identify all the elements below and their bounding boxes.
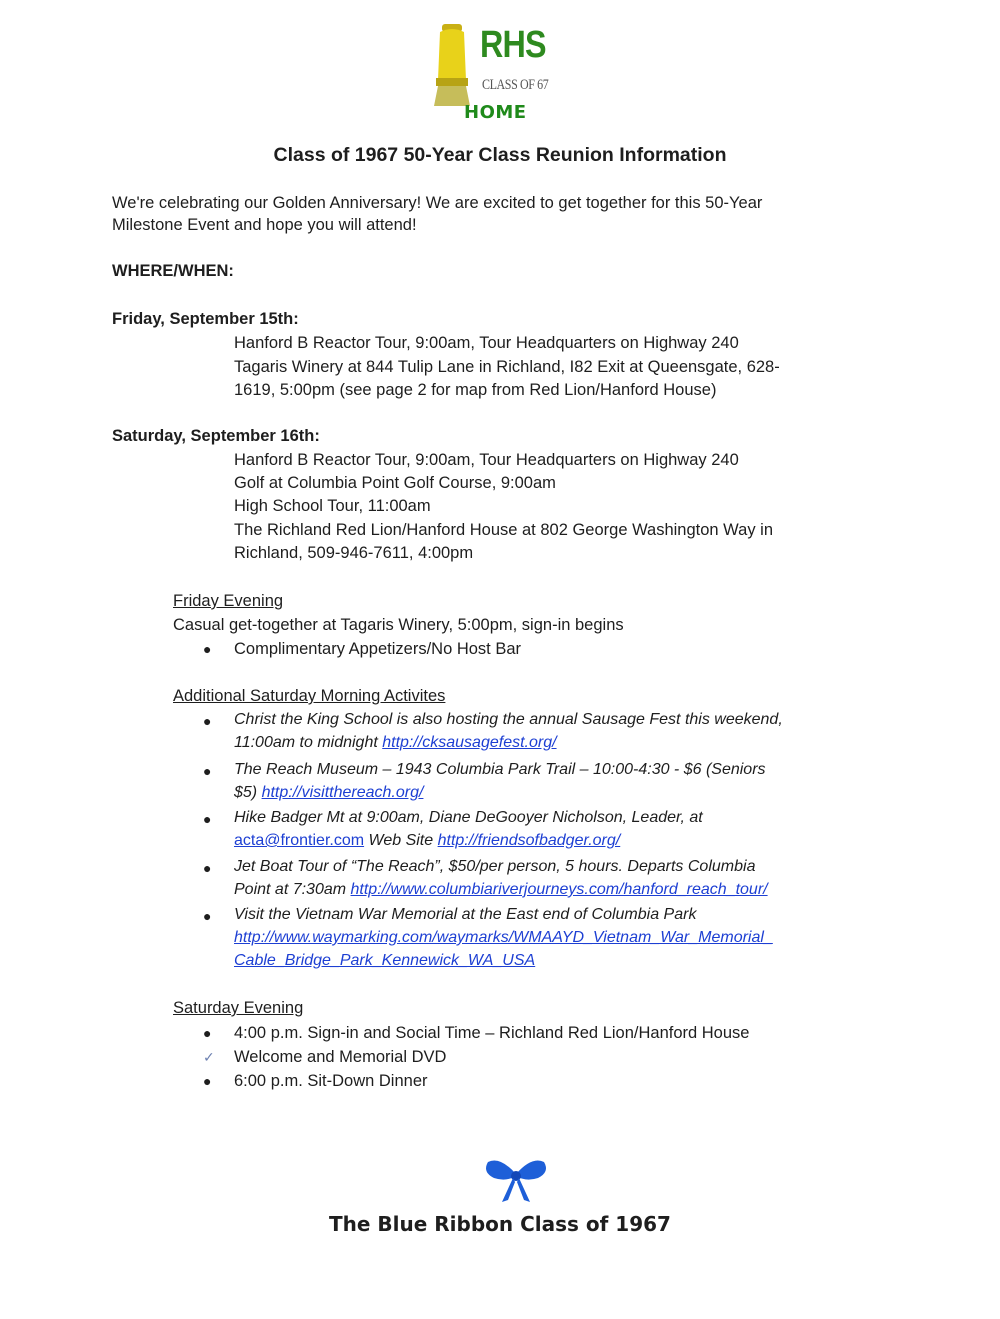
bullet-icon: ● [203,908,212,924]
additional-heading: Additional Saturday Morning Activites [173,687,446,705]
reach-museum-line-2: $5) http://visitthereach.org/ [234,784,424,801]
saturday-evening-item: 4:00 p.m. Sign-in and Social Time – Richland Red Lion/Hanford House [234,1024,750,1042]
vietnam-memorial-link[interactable]: http://www.waymarking.com/waymarks/WMAAYD_Vietnam_War_Memorial_ [234,929,773,946]
friday-evening-heading: Friday Evening [173,592,284,610]
friday-evening-bullet: Complimentary Appetizers/No Host Bar [234,640,522,658]
bullet-icon: ● [203,763,212,779]
saturday-line: Golf at Columbia Point Golf Course, 9:00am [234,474,556,492]
liberty-bell-icon [430,22,478,112]
saturday-evening-item: 6:00 p.m. Sit-Down Dinner [234,1072,428,1090]
vietnam-memorial-line: Visit the Vietnam War Memorial at the East end of Columbia Park [234,906,697,923]
saturday-evening-heading: Saturday Evening [173,999,304,1017]
friday-evening-text: Casual get-together at Tagaris Winery, 5:00pm, sign-in begins [173,616,624,634]
bullet-icon: ● [203,1073,212,1089]
saturday-line: The Richland Red Lion/Hanford House at 802 George Washington Way in [234,521,773,539]
bullet-icon: ● [203,641,212,657]
friday-line: Hanford B Reactor Tour, 9:00am, Tour Headquarters on Highway 240 [234,334,739,352]
saturday-line: Hanford B Reactor Tour, 9:00am, Tour Headquarters on Highway 240 [234,451,739,469]
friday-line: 1619, 5:00pm (see page 2 for map from Red Lion/Hanford House) [234,381,717,399]
intro-line-1: We're celebrating our Golden Anniversary! We are excited to get together for this 50-Year [112,194,763,212]
logo-subtext: CLASS OF 67 [482,77,549,93]
saturday-line: Richland, 509-946-7611, 4:00pm [234,544,474,562]
bullet-icon: ● [203,1025,212,1041]
home-link[interactable]: HOME [464,102,527,123]
jet-boat-link[interactable]: http://www.columbiariverjourneys.com/hanford_reach_tour/ [350,881,768,898]
badger-hike-line-2: acta@frontier.com Web Site http://friendsofbadger.org/ [234,832,621,849]
vietnam-memorial-link-cont[interactable]: Cable_Bridge_Park_Kennewick_WA_USA [234,952,536,969]
badger-link[interactable]: http://friendsofbadger.org/ [437,832,621,849]
intro-line-2: Milestone Event and hope you will attend! [112,216,417,234]
logo-text: RHS [480,24,546,66]
reach-museum-line-1: The Reach Museum – 1943 Columbia Park Trail – 10:00-4:30 - $6 (Seniors [234,761,766,778]
saturday-evening-item: Welcome and Memorial DVD [234,1048,447,1066]
reach-museum-link[interactable]: http://visitthereach.org/ [261,784,424,801]
bullet-icon: ● [203,860,212,876]
email-link[interactable]: acta@frontier.com [234,832,365,849]
sausage-fest-line-2: 11:00am to midnight http://cksausagefest.org/ [234,734,557,751]
saturday-heading: Saturday, September 16th: [112,427,320,445]
bullet-icon: ● [203,713,212,729]
checkmark-icon: ✓ [203,1049,215,1065]
badger-hike-line-1: Hike Badger Mt at 9:00am, Diane DeGooyer Nicholson, Leader, at [234,809,703,826]
friday-line: Tagaris Winery at 844 Tulip Lane in Richland, I82 Exit at Queensgate, 628- [234,358,780,376]
friday-heading: Friday, September 15th: [112,310,299,328]
bullet-icon: ● [203,811,212,827]
saturday-line: High School Tour, 11:00am [234,497,431,515]
page-title: Class of 1967 50-Year Class Reunion Information [273,144,727,166]
blue-ribbon-icon [480,1156,552,1206]
sausage-fest-line-1: Christ the King School is also hosting the annual Sausage Fest this weekend, [234,711,783,728]
rhs-logo [430,22,570,132]
where-when-heading: WHERE/WHEN: [112,262,234,280]
jet-boat-line-2: Point at 7:30am http://www.columbiariverjourneys.com/hanford_reach_tour/ [234,881,768,898]
sausage-fest-link[interactable]: http://cksausagefest.org/ [382,734,557,751]
footer-tagline: The Blue Ribbon Class of 1967 [329,1212,671,1236]
jet-boat-line-1: Jet Boat Tour of “The Reach”, $50/per person, 5 hours. Departs Columbia [234,858,756,875]
